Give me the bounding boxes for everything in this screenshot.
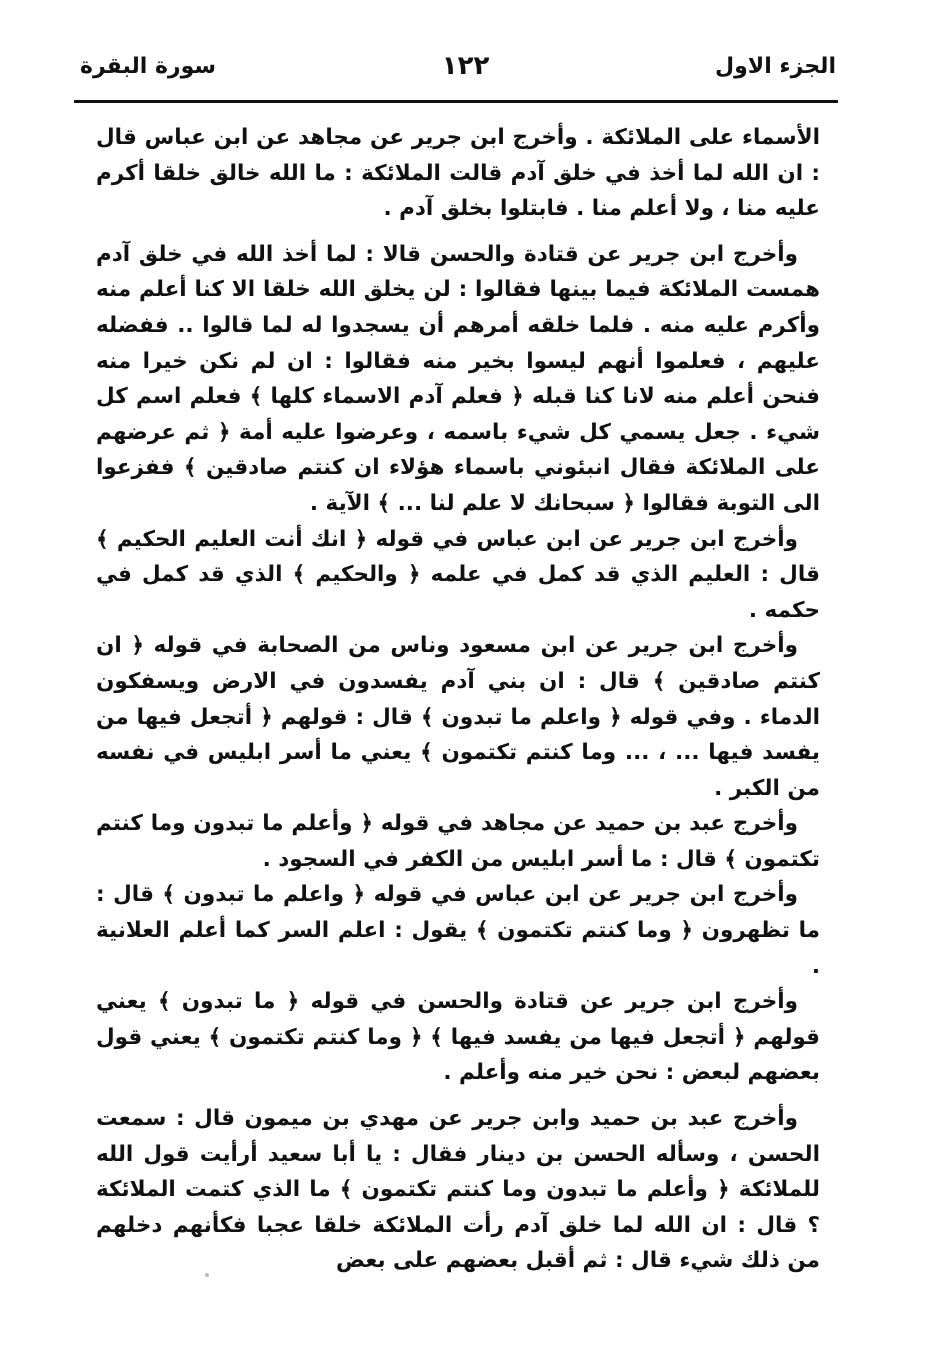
paragraph: وأخرج ابن جرير عن قتادة والحسن في قوله ﴿ ما تبدون ﴾ يعني قولهم ﴿ أتجعل فيها من يفسد فيها ﴾ ﴿ وما كنتم تكتمون ﴾ يعني قول بعضهم لبعض : نحن خير منه وأعلم . xyxy=(96,989,820,1086)
paragraph: وأخرج عبد بن حميد وابن جرير عن مهدي بن ميمون قال : سمعت الحسن ، وسأله الحسن بن دينار فقال : يا أبا سعيد أرأيت قول الله للملائكة ﴿ وأعلم ما تبدون وما كنتم تكتمون ﴾ ما الذي كتمت الملائكة ؟ قال : ان الله لما خلق آدم رأت الملائكة خلقا عجبا فكأنهم دخلهم من ذلك شيء قال : ثم أقبل بعضهم على بعض xyxy=(96,1106,820,1274)
running-header xyxy=(80,38,836,94)
page-number: ١٢٢ xyxy=(441,51,490,81)
paragraph: وأخرج ابن جرير عن ابن عباس في قوله ﴿ انك أنت العليم الحكيم ﴾ قال : العليم الذي قد كمل في علمه ﴿ والحكيم ﴾ الذي قد كمل في حكمه . xyxy=(96,526,820,623)
page-body xyxy=(96,120,820,1279)
header-rule xyxy=(74,100,838,103)
paragraph: وأخرج عبد بن حميد عن مجاهد في قوله ﴿ وأعلم ما تبدون وما كنتم تكتمون ﴾ قال : ما أسر ابليس من الكفر في السجود . xyxy=(96,811,820,872)
page-speck xyxy=(205,1273,209,1277)
paragraph: وأخرج ابن جرير عن قتادة والحسن قالا : لما أخذ الله في خلق آدم همست الملائكة فيما بينها فقالوا : لن يخلق الله خلقا الا كنا أعلم منه وأكرم عليه منه . فلما خلقه أمرهم أن يسجدوا له لما قالوا .. ففضله عليهم ، فعلموا أنهم ليسوا بخير منه فقالوا : ان لم نكن خيرا منه فنحن أعلم منه لانا كنا قبله ﴿ فعلم آدم الاسماء كلها ﴾ فعلم اسم كل شيء . جعل يسمي كل شيء باسمه ، وعرضوا عليه أمة ﴿ ثم عرضهم على الملائكة فقال انبئوني باسماء هؤلاء ان كنتم صادقين ﴾ ففزعوا الى التوبة فقالوا ﴿ سبحانك لا علم لنا ... ﴾ الآية . xyxy=(96,241,820,516)
paragraph: وأخرج ابن جرير عن ابن عباس في قوله ﴿ واعلم ما تبدون ﴾ قال : ما تظهرون ﴿ وما كنتم تكتمون ﴾ يقول : اعلم السر كما أعلم العلانية . xyxy=(96,882,820,979)
paragraph: وأخرج ابن جرير عن ابن مسعود وناس من الصحابة في قوله ﴿ ان كنتم صادقين ﴾ قال : ان بني آدم يفسدون في الارض ويسفكون الدماء . وفي قوله ﴿ واعلم ما تبدون ﴾ قال : قولهم ﴿ أتجعل فيها من يفسد فيها ... ، ... وما كنتم تكتمون ﴾ يعني ما أسر ابليس في نفسه من الكبر . xyxy=(96,633,820,801)
surah-title: سورة البقرة xyxy=(80,53,217,79)
paragraph: الأسماء على الملائكة . وأخرج ابن جرير عن مجاهد عن ابن عباس قال : ان الله لما أخذ في خلق آدم قالت الملائكة : ما الله خالق خلقا أكرم عليه منا ، ولا أعلم منا . فابتلوا بخلق آدم . xyxy=(96,125,820,222)
part-title: الجزء الاول xyxy=(715,53,836,79)
